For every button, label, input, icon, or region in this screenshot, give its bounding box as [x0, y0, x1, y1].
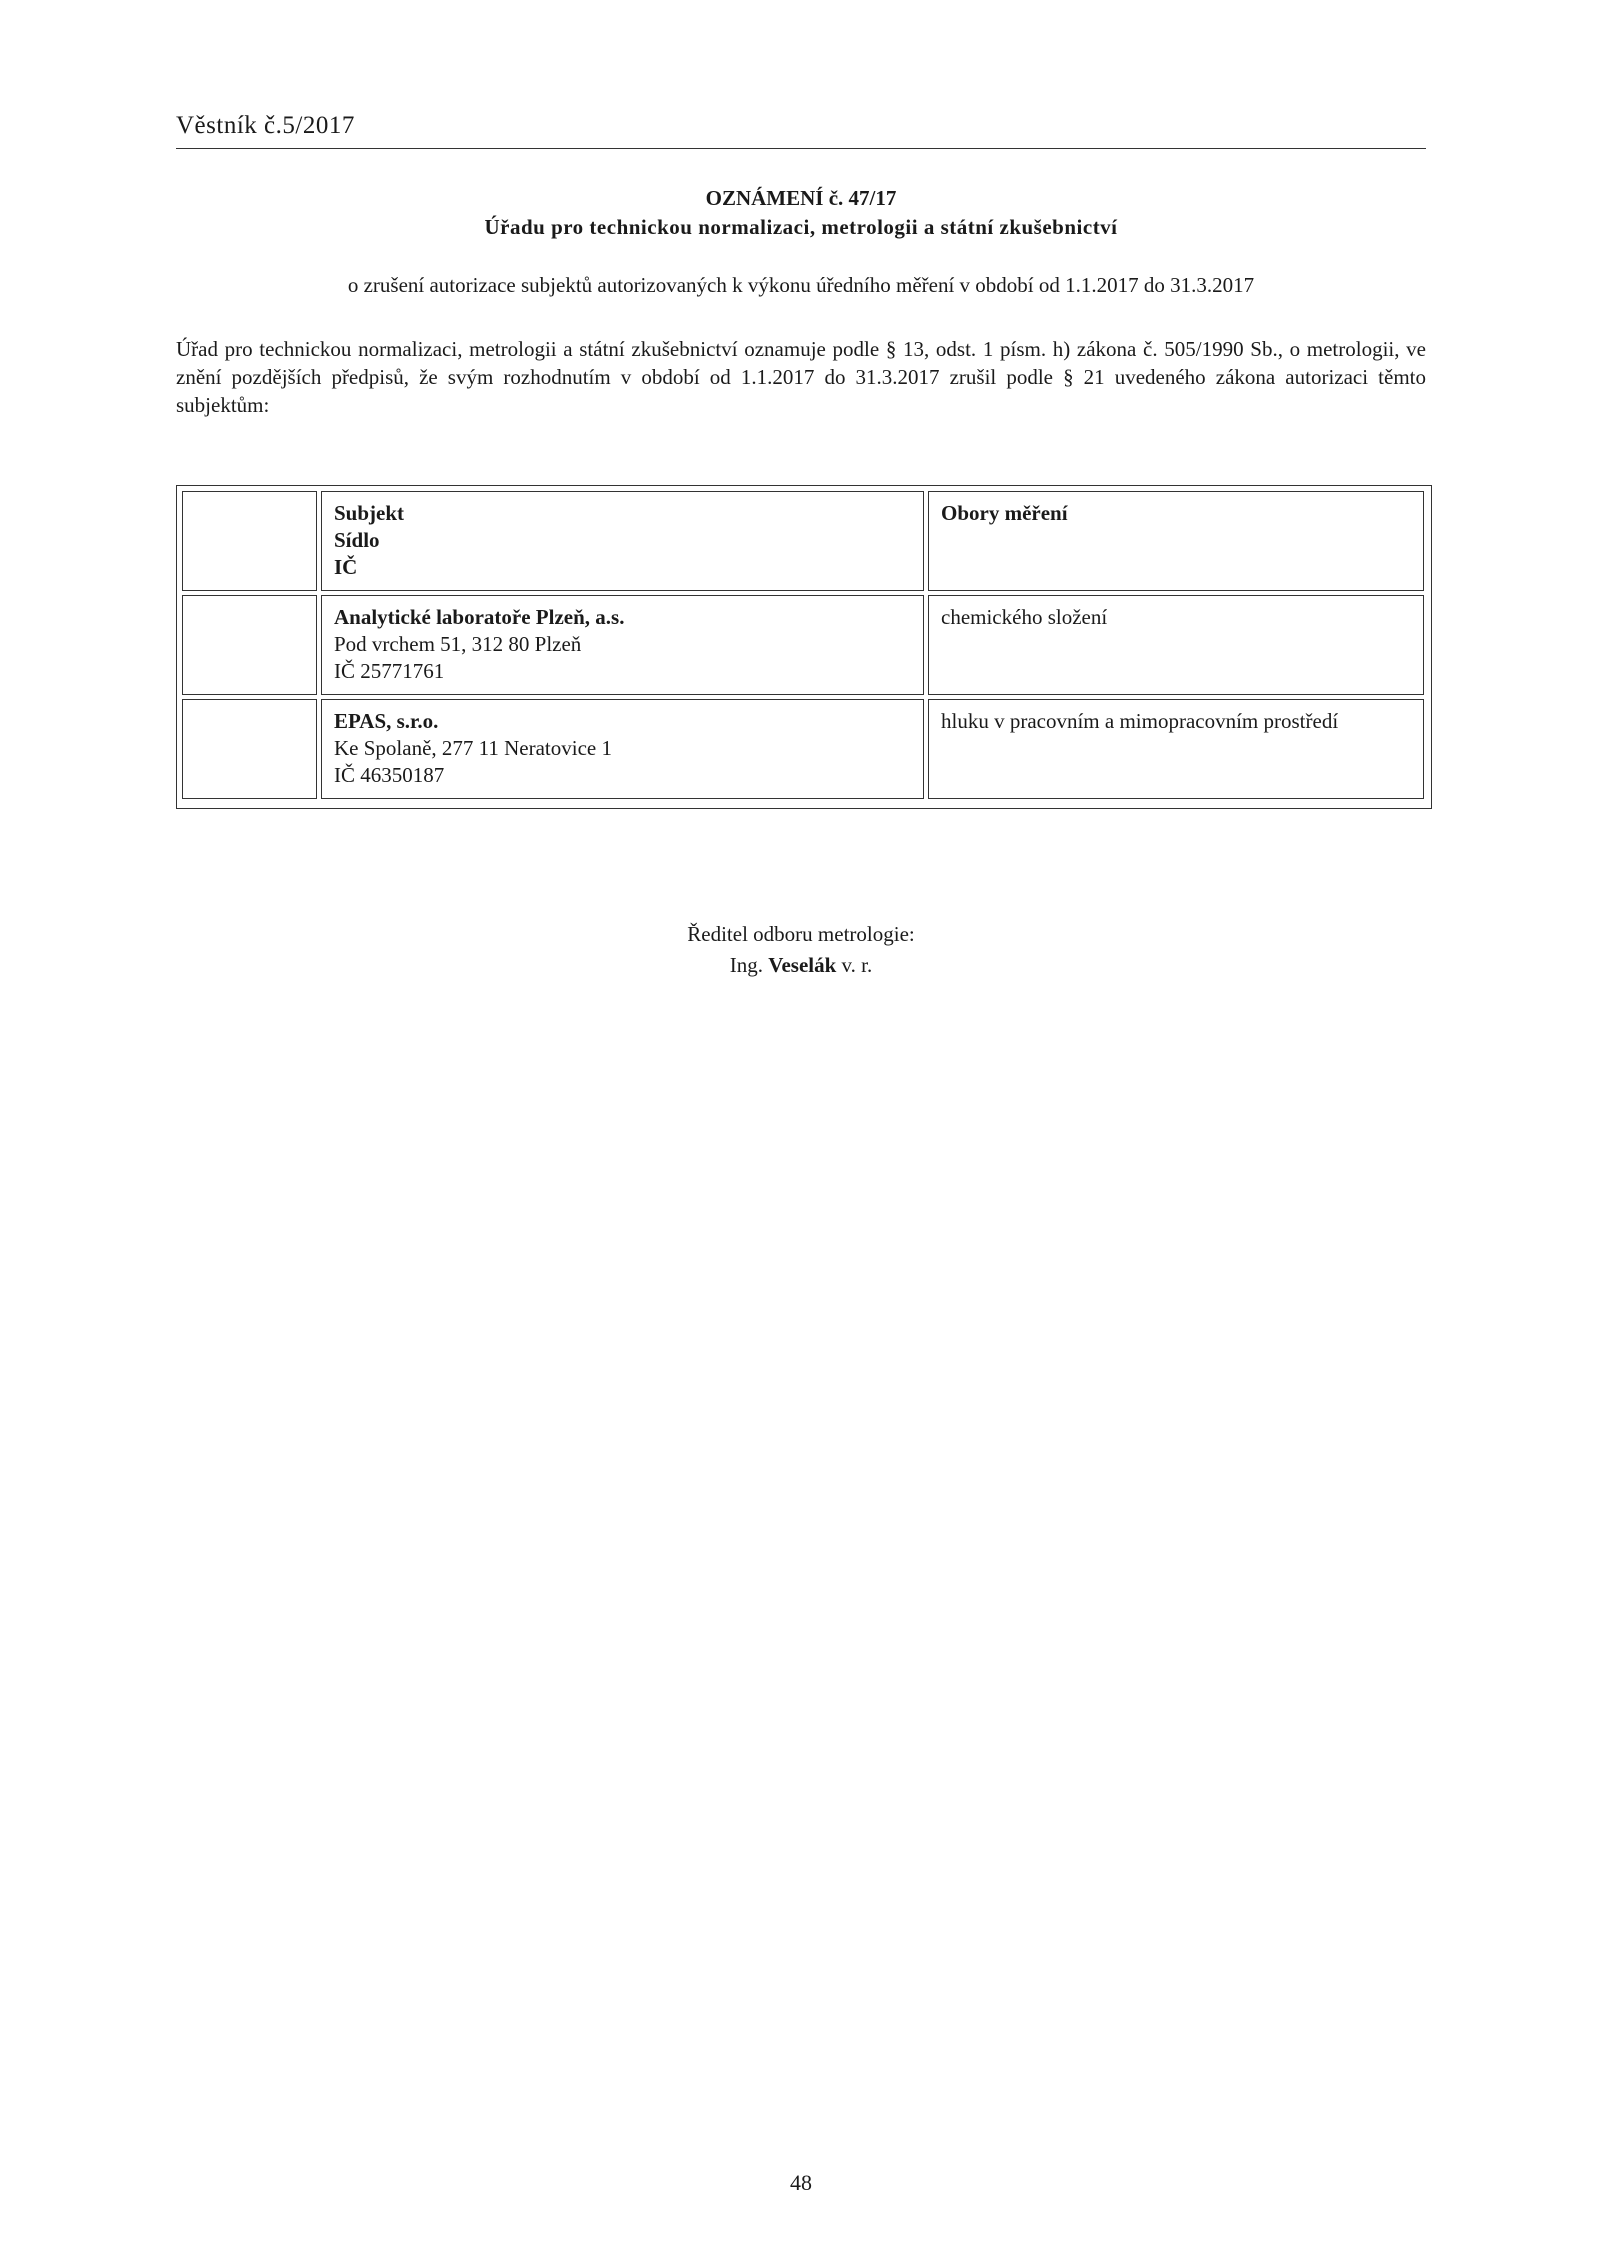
table-header-fields-cell: [928, 491, 1424, 591]
page-header: [176, 112, 1426, 149]
table-row-subject-cell: [321, 699, 924, 799]
notice-subtitle: o zrušení autorizace subjektů autorizovaných k výkonu úředního měření v období od 1.1.2017 do 31.3.2017: [347, 273, 1255, 297]
measurement-field: hluku v pracovním a mimopracovním prostředí: [941, 709, 1339, 733]
signature-suffix: v. r.: [841, 953, 873, 977]
table-row-subject-cell: [321, 595, 924, 695]
signature-role: Ředitel odboru metrologie:: [687, 922, 915, 946]
notice-body: Úřad pro technickou normalizaci, metrologii a státní zkušebnictví oznamuje podle § 13, odst. 1 písm. h) zákona č. 505/1990 Sb., o metrologii, ve znění pozdějších předpisů, že svým rozhodnutím v období od 1.1.2017 do 31.3.2017 zrušil podle § 21 uvedeného zákona autorizaci těmto subjektům:: [176, 337, 1426, 417]
table-row-empty-cell: [182, 699, 317, 799]
subject-address: Pod vrchem 51, 312 80 Plzeň: [334, 632, 582, 656]
subject-id: IČ 25771761: [334, 659, 445, 683]
notice-title: OZNÁMENÍ č. 47/17: [705, 186, 897, 210]
header-seat: Sídlo: [334, 528, 380, 552]
table-row-field-cell: [928, 595, 1424, 695]
signature-name: Veselák: [768, 953, 837, 977]
notice-authority: Úřadu pro technickou normalizaci, metrologii a státní zkušebnictví: [484, 215, 1118, 239]
signature-title-prefix: Ing.: [729, 953, 763, 977]
header-subject: Subjekt: [334, 501, 405, 525]
header-id: IČ: [334, 555, 358, 579]
subject-name: EPAS, s.r.o.: [334, 709, 439, 733]
table-row-field-cell: [928, 699, 1424, 799]
header-fields: Obory měření: [941, 501, 1068, 525]
table-row-empty-cell: [182, 595, 317, 695]
page-number: 48: [790, 2170, 812, 2195]
subject-address: Ke Spolaně, 277 11 Neratovice 1: [334, 736, 612, 760]
authorization-table: [176, 485, 1432, 809]
table-header-empty-cell: [182, 491, 317, 591]
measurement-field: chemického složení: [941, 605, 1108, 629]
table-header-subject-cell: [321, 491, 924, 591]
subject-name: Analytické laboratoře Plzeň, a.s.: [334, 605, 625, 629]
bulletin-title: Věstník č.5/2017: [176, 112, 355, 139]
signature-name-line: [176, 953, 1426, 978]
subject-id: IČ 46350187: [334, 763, 445, 787]
